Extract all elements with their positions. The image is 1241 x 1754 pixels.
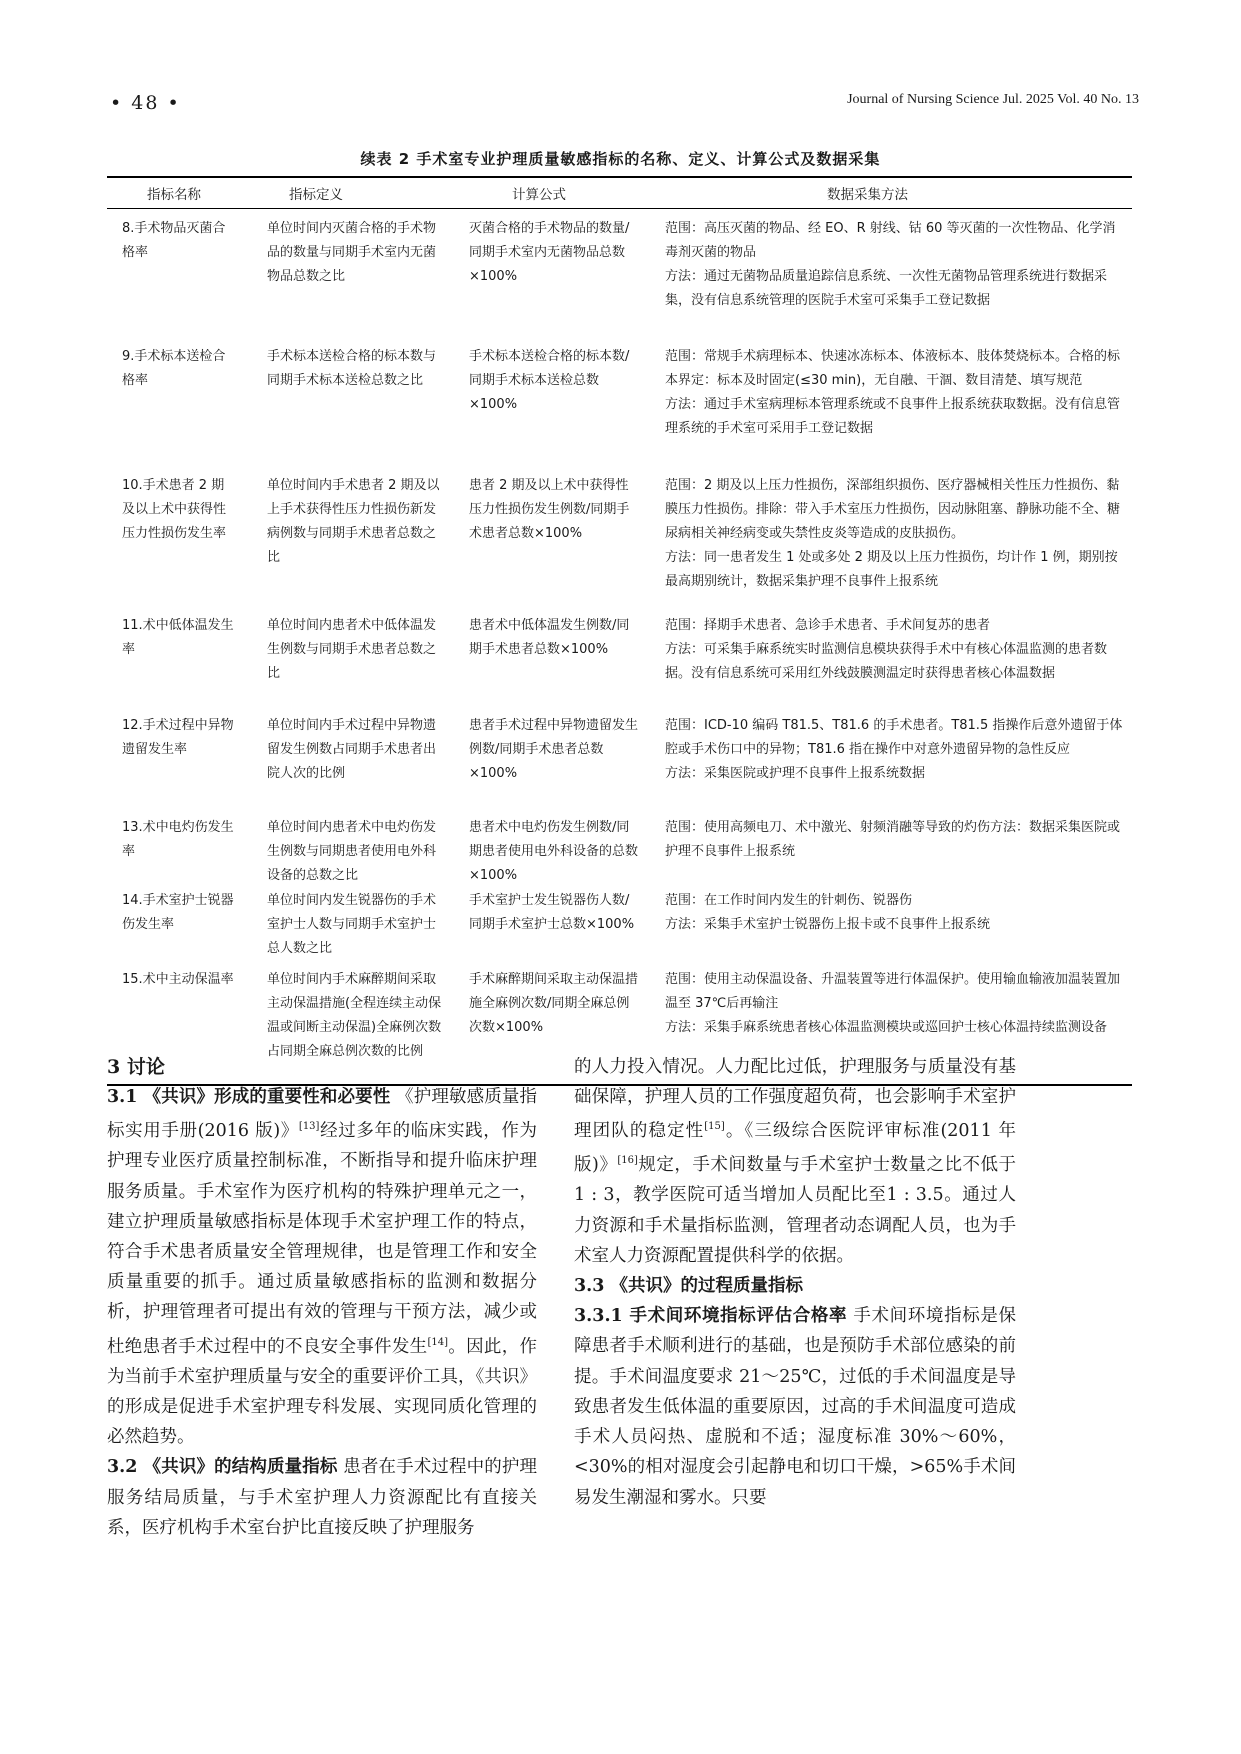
table-row — [107, 470, 1132, 610]
indicator-name-cell: 12.手术过程中异物遗留发生率 — [122, 718, 234, 757]
table-row — [107, 209, 1132, 341]
para-text: 《护理敏感质量指标实用手册(2016 版)》 — [107, 1087, 538, 1142]
formula-cell: 手术麻醉期间采取主动保温措施全麻例次数/同期全麻总例次数×100% — [469, 972, 639, 1035]
table-body — [107, 209, 1132, 1084]
header-definition: 指标定义 — [289, 187, 343, 203]
table-row — [107, 341, 1132, 470]
method-cell: 范围：ICD-10 编码 T81.5、T81.6 的手术患者。T81.5 指操作后意外遗留于体腔或手术伤口中的异物；T81.6 指在操作中对意外遗留异物的急性反应 方法：采集医院或护理不良事件上报系统数据 — [665, 718, 1123, 781]
header-indicator-name: 指标名称 — [147, 187, 201, 203]
formula-cell: 灭菌合格的手术物品的数量/同期手术室内无菌物品总数×100% — [469, 221, 630, 284]
header-formula: 计算公式 — [512, 187, 566, 203]
heading-3-3: 3.3 《共识》的过程质量指标 — [574, 1276, 804, 1297]
heading-3-2: 3.2 《共识》的结构质量指标 — [107, 1457, 338, 1478]
paragraph-3-1 — [107, 1082, 537, 1452]
definition-cell: 手术标本送检合格的标本数与同期手术标本送检总数之比 — [267, 349, 437, 388]
para-text: 患者在手术过程中的护理服务结局质量，与手术室护理人力资源配比有直接关系，医疗机构手术室台护比直接反映了护理服务 — [107, 1457, 537, 1538]
indicator-name-cell: 14.手术室护士锐器伤发生率 — [122, 893, 234, 932]
definition-cell: 单位时间内手术过程中异物遗留发生例数占同期手术患者出院人次的比例 — [267, 718, 437, 781]
header-method: 数据采集方法 — [827, 187, 908, 203]
indicator-name-cell: 15.术中主动保温率 — [122, 972, 234, 987]
definition-cell: 单位时间内患者术中低体温发生例数与同期手术患者总数之比 — [267, 618, 437, 681]
paragraph-3-2 — [107, 1452, 537, 1543]
definition-cell: 单位时间内手术麻醉期间采取主动保温措施(全程连续主动保温或间断主动保温)全麻例次数占同期全麻总例次数的比例 — [267, 972, 442, 1059]
section-heading: 3 讨论 — [107, 1056, 165, 1078]
page-number: • 48 • — [110, 92, 181, 114]
table-title: 续表 2 手术室专业护理质量敏感指标的名称、定义、计算公式及数据采集 — [360, 150, 881, 168]
indicator-name-cell: 8.手术物品灭菌合格率 — [122, 221, 226, 260]
para-text: 。《三级综合医院评审标准(2011 年版)》 — [574, 1121, 1016, 1176]
indicator-table — [107, 176, 1132, 1086]
citation: [15] — [704, 1121, 725, 1133]
method-cell: 范围：在工作时间内发生的针刺伤、锐器伤 方法：采集手术室护士锐器伤上报卡或不良事件上报系统 — [665, 893, 991, 932]
formula-cell: 患者手术过程中异物遗留发生例数/同期手术患者总数×100% — [469, 718, 639, 781]
definition-cell: 单位时间内手术患者 2 期及以上手术获得性压力性损伤新发病例数与同期手术患者总数之比 — [267, 478, 440, 565]
table-row — [107, 812, 1132, 885]
paragraph-3-3-1 — [574, 1301, 1016, 1512]
definition-cell: 单位时间内灭菌合格的手术物品的数量与同期手术室内无菌物品总数之比 — [267, 221, 437, 284]
body-right-column — [574, 1052, 1016, 1513]
definition-cell: 单位时间内发生锐器伤的手术室护士人数与同期手术室护士总人数之比 — [267, 893, 437, 956]
citation: [14] — [427, 1336, 448, 1348]
table-header-row — [107, 178, 1132, 209]
formula-cell: 手术室护士发生锐器伤人数/同期手术室护士总数×100% — [469, 893, 635, 932]
table-row — [107, 710, 1132, 812]
method-cell: 范围：使用高频电刀、术中激光、射频消融等导致的灼伤方法：数据采集医院或护理不良事件上报系统 — [665, 820, 1121, 859]
method-cell: 范围：2 期及以上压力性损伤，深部组织损伤、医疗器械相关性压力性损伤、黏膜压力性损伤。排除：带入手术室压力性损伤，因动脉阻塞、静脉功能不全、糖尿病相关神经病变或失禁性皮炎等造成的皮肤损伤。 方法：同一患者发生 1 处或多处 2 期及以上压力性损伤，均计作 1 例，期别按最高期别统计，数据采集护理不良事件上报系统 — [665, 478, 1121, 589]
formula-cell: 患者术中低体温发生例数/同期手术患者总数×100% — [469, 618, 630, 657]
indicator-name-cell: 11.术中低体温发生率 — [122, 618, 234, 657]
para-text: 经过多年的临床实践，作为护理专业医疗质量控制标准，不断指导和提升临床护理服务质量。手术室作为医疗机构的特殊护理单元之一，建立护理质量敏感指标是体现手术室护理工作的特点，符合手术患者质量安全管理规律，也是管理工作和安全质量重要的抓手。通过质量敏感指标的监测和数据分析，护理管理者可提出有效的管理与干预方法，减少或杜绝患者手术过程中的不良安全事件发生 — [107, 1121, 537, 1357]
formula-cell: 患者 2 期及以上术中获得性压力性损伤发生例数/同期手术患者总数×100% — [469, 478, 630, 541]
table-row — [107, 885, 1132, 964]
indicator-name-cell: 9.手术标本送检合格率 — [122, 349, 226, 388]
heading-3-3-1: 3.3.1 手术间环境指标评估合格率 — [574, 1306, 848, 1327]
method-cell: 范围：择期手术患者、急诊手术患者、手术间复苏的患者 方法：可采集手麻系统实时监测信息模块获得手术中有核心体温监测的患者数据。没有信息系统可采用红外线鼓膜测温定时获得患者核心体温数据 — [665, 618, 1108, 681]
para-text: 手术间环境指标是保障患者手术顺利进行的基础，也是预防手术部位感染的前提。手术间温度要求 21～25℃，过低的手术间温度是导致患者发生低体温的重要原因，过高的手术间温度可造成手术人员闷热、虚脱和不适；湿度标准 30%～60%，<30%的相对湿度会引起静电和切口干燥，>65%手术间易发生潮湿和雾水。只要 — [574, 1306, 1016, 1508]
citation: [16] — [617, 1155, 638, 1167]
para-text: 。因此，作为当前手术室护理质量与安全的重要评价工具，《共识》的形成是促进手术室护理专科发展、实现同质化管理的必然趋势。 — [107, 1336, 537, 1448]
method-cell: 范围：常规手术病理标本、快速冰冻标本、体液标本、肢体焚烧标本。合格的标本界定：标本及时固定(≤30 min)，无自融、干涸、数目清楚、填写规范 方法：通过手术室病理标本管理系统或不良事件上报系统获取数据。没有信息管理系统的手术室可采用手工登记数据 — [665, 349, 1121, 436]
method-cell: 范围：使用主动保温设备、升温装置等进行体温保护。使用输血输液加温装置加温至 37℃后再输注 方法：采集手麻系统患者核心体温监测模块或巡回护士核心体温持续监测设备 — [665, 972, 1121, 1035]
indicator-name-cell: 10.手术患者 2 期及以上术中获得性压力性损伤发生率 — [122, 478, 227, 541]
para-text: 的人力投入情况。人力配比过低，护理服务与质量没有基础保障，护理人员的工作强度超负荷，也会影响手术室护理团队的稳定性 — [574, 1057, 1016, 1142]
heading-3-1: 3.1 《共识》形成的重要性和必要性 — [107, 1087, 391, 1108]
indicator-name-cell: 13.术中电灼伤发生率 — [122, 820, 234, 859]
table-row — [107, 610, 1132, 710]
para-text: 规定，手术间数量与手术室护士数量之比不低于 1 : 3，教学医院可适当增加人员配比至1 : 3.5。通过人力资源和手术量指标监测，管理者动态调配人员，也为手术室人力资源配置提供科学的依据。 — [574, 1155, 1017, 1266]
definition-cell: 单位时间内患者术中电灼伤发生例数与同期患者使用电外科设备的总数之比 — [267, 820, 437, 883]
paragraph-3-2-cont — [574, 1052, 1016, 1271]
formula-cell: 手术标本送检合格的标本数/同期手术标本送检总数×100% — [469, 349, 630, 412]
method-cell: 范围：高压灭菌的物品、经 EO、R 射线、钴 60 等灭菌的一次性物品、化学消毒剂灭菌的物品 方法：通过无菌物品质量追踪信息系统、一次性无菌物品管理系统进行数据采集，没有信息系统管理的医院手术室可采集手工登记数据 — [665, 221, 1116, 308]
body-left-column — [107, 1052, 537, 1543]
citation: [13] — [298, 1121, 320, 1133]
journal-header: Journal of Nursing Science Jul. 2025 Vol. 40 No. 13 — [847, 92, 1139, 107]
formula-cell: 患者术中电灼伤发生例数/同期患者使用电外科设备的总数×100% — [469, 820, 639, 883]
